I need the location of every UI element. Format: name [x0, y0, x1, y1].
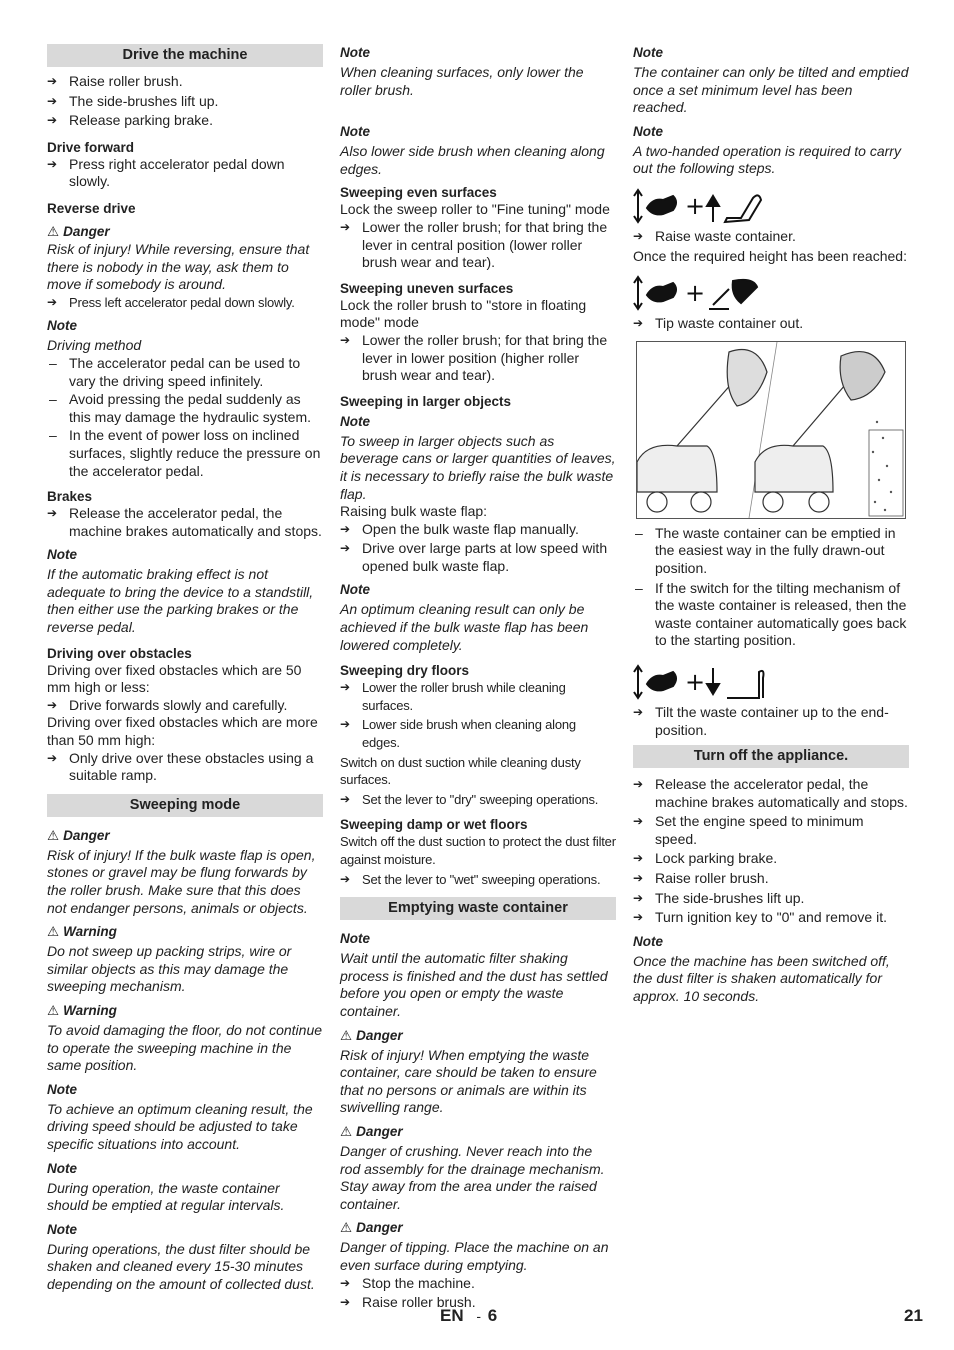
warning-label: ⚠ Warning [47, 1002, 117, 1018]
paragraph: Lock the roller brush to "store in floating mode" mode [340, 296, 587, 331]
svg-text:+: + [685, 191, 706, 220]
column-2 [340, 44, 616, 1312]
note-text: During operations, the dust filter should be shaken and cleaned every 15-30 minutes depending on the amount of collected dust. [47, 1240, 315, 1292]
tilt-back-symbols [633, 664, 909, 700]
list-item: – The accelerator pedal can be used to vary the driving speed infinitely. [47, 355, 323, 390]
note-text: An optimum cleaning result can only be achieved if the bulk waste flap has been lowered completely. [340, 601, 589, 653]
note-text: If the automatic braking effect is not adequate to bring the device to a standstill, then either use the parking brakes or the reverse pedal. [47, 566, 314, 636]
heading-drive-forward: Drive forward [47, 139, 135, 155]
note-label: Note [340, 413, 370, 429]
paragraph: Driving over fixed obstacles which are 50 mm high or less: [47, 661, 302, 696]
heading-brakes: Brakes [47, 489, 93, 505]
step: ➔ The side-brushes lift up. [633, 890, 909, 908]
note-text: Wait until the automatic filter shaking process is finished and the dust has settled before you open or empty the waste container. [340, 950, 608, 1019]
note-label: Note [340, 582, 370, 598]
tip-container-symbols [633, 275, 909, 311]
note-label: Note [633, 933, 663, 949]
danger-label: ⚠ Danger [47, 223, 110, 239]
heading-larger-objects: Sweeping in larger objects [340, 393, 512, 409]
machine-tilting-illustration [636, 341, 906, 519]
list-item: – Avoid pressing the pedal suddenly as this may damage the hydraulic system. [47, 391, 323, 426]
note-text: During operation, the waste container should be emptied at regular intervals. [47, 1179, 285, 1214]
danger-text: Risk of injury! While reversing, ensure that there is nobody in the way, ask them to move if somebody is around. [47, 240, 310, 293]
footer-section-number: 6 [487, 1306, 498, 1325]
danger-label: ⚠ Danger [340, 1220, 403, 1236]
step: ➔ Lower the roller brush; for that bring the lever in lower position (higher roller brush wear and tear). [340, 332, 616, 385]
warning-triangle-icon: ⚠ [47, 1002, 60, 1018]
paragraph: Driving over fixed obstacles which are more than 50 mm high: [47, 714, 318, 749]
paragraph: Once the required height has been reached: [633, 247, 907, 264]
list-item: – If the switch for the tilting mechanism of the waste container is released, then the waste container automatically goes back to the starting position. [633, 580, 909, 650]
danger-text: Risk of injury! When emptying the waste container, care should be taken to ensure that no persons or animals are within its swivelling range. [340, 1046, 597, 1116]
note-label: Note [340, 124, 370, 140]
note-text: When cleaning surfaces, only lower the roller brush. [340, 64, 584, 98]
note-label: Note [47, 1221, 77, 1237]
section-emptying-waste: Emptying waste container [340, 897, 616, 920]
column-3 [633, 44, 909, 1006]
step: ➔ Drive over large parts at low speed with opened bulk waste flap. [340, 540, 616, 575]
footer-language: EN [440, 1306, 464, 1325]
page-number: 21 [904, 1306, 923, 1325]
column-1 [47, 44, 323, 1294]
note-label: Note [47, 1081, 77, 1097]
step: ➔ Release the accelerator pedal, the machine brakes automatically and stops. [633, 776, 909, 811]
step: ➔ Turn ignition key to "0" and remove it. [633, 909, 909, 927]
step: ➔ Release the accelerator pedal, the machine brakes automatically and stops. [47, 505, 323, 540]
footer-separator: - [476, 1308, 482, 1324]
note-label: Note [340, 931, 370, 947]
hand-switch-icon [634, 190, 676, 222]
section-sweeping-mode: Sweeping mode [47, 794, 323, 817]
danger-label: ⚠ Danger [340, 1027, 403, 1043]
container-up-icon [707, 195, 761, 222]
debris-stream [872, 421, 892, 511]
note-label: Note [633, 45, 663, 60]
step: ➔ Lock parking brake. [633, 850, 909, 868]
footer-section-page [440, 1306, 497, 1326]
step: ➔ Press left accelerator pedal down slowly. [47, 294, 323, 312]
heading-uneven-surfaces: Sweeping uneven surfaces [340, 280, 514, 296]
paragraph: Lock the sweep roller to "Fine tuning" mode [340, 201, 610, 218]
warning-text: Do not sweep up packing strips, wire or similar objects as this may damage the sweeping mechanism. [47, 943, 292, 995]
warning-triangle-icon: ⚠ [340, 1220, 353, 1236]
note-label: Note [47, 1160, 77, 1176]
note-label: Note [340, 45, 370, 60]
hand-switch-icon [634, 277, 676, 309]
warning-triangle-icon: ⚠ [47, 924, 60, 940]
danger-text: Risk of injury! If the bulk waste flap is open, stones or gravel may be flung forwards by the roller brush. Make sure that this does not endanger persons, animals or objects. [47, 846, 316, 916]
heading-reverse-drive: Reverse drive [47, 200, 136, 216]
heading-even-surfaces: Sweeping even surfaces [340, 185, 497, 201]
list-item: – In the event of power loss on inclined surfaces, slightly reduce the pressure on the accelerator pedal. [47, 427, 323, 480]
step: ➔ Lower side brush when cleaning along edges. [340, 716, 616, 751]
step: ➔ Tip waste container out. [633, 315, 909, 333]
step: ➔ Drive forwards slowly and carefully. [47, 697, 323, 715]
step: ➔ Set the lever to "dry" sweeping operations. [340, 791, 616, 809]
warning-triangle-icon: ⚠ [340, 1123, 353, 1139]
step: ➔ Release parking brake. [47, 112, 323, 130]
sweeper-right [755, 351, 885, 511]
container-tip-icon [709, 280, 757, 309]
step: ➔ Raise roller brush. [340, 1294, 616, 1312]
step: ➔ Lower the roller brush; for that bring the lever in central position (lower roller brush wear and tear). [340, 219, 616, 272]
svg-text:+: + [685, 279, 706, 308]
danger-text: Danger of tipping. Place the machine on an even surface during emptying. [340, 1239, 609, 1273]
driving-method: Driving method [47, 337, 142, 354]
step: ➔ Open the bulk waste flap manually. [340, 521, 616, 539]
heading-dry-floors: Sweeping dry floors [340, 663, 470, 679]
svg-text:+: + [685, 667, 706, 696]
note-text: The container can only be tilted and emptied once a set minimum level has been reached. [633, 64, 909, 116]
step: ➔ Raise roller brush. [47, 73, 323, 91]
sweeper-left [637, 349, 767, 512]
raise-container-symbols [633, 188, 909, 224]
hand-switch-icon [634, 666, 676, 698]
section-drive-machine: Drive the machine [47, 44, 323, 67]
heading-damp-floors: Sweeping damp or wet floors [340, 817, 528, 833]
note-text: Also lower side brush when cleaning along edges. [340, 143, 605, 177]
note-text: Once the machine has been switched off, the dust filter is shaken automatically for approx. 10 seconds. [633, 952, 890, 1005]
warning-text: To avoid damaging the floor, do not continue to operate the sweeping machine in the same position. [47, 1021, 323, 1074]
note-label: Note [633, 123, 663, 139]
step: ➔ Set the engine speed to minimum speed. [633, 813, 909, 848]
paragraph: Switch on dust suction while cleaning dusty surfaces. [340, 754, 581, 788]
step: ➔ Press right accelerator pedal down slowly. [47, 156, 323, 191]
step: ➔ Tilt the waste container up to the end-position. [633, 704, 909, 739]
warning-triangle-icon: ⚠ [340, 1027, 353, 1043]
step: ➔ Raise waste container. [633, 228, 909, 246]
warning-triangle-icon: ⚠ [47, 827, 60, 843]
paragraph: Switch off the dust suction to protect the dust filter against moisture. [340, 834, 616, 867]
paragraph: Raising bulk waste flap: [340, 503, 488, 520]
danger-text: Danger of crushing. Never reach into the rod assembly for the drainage mechanism. Stay away from the area under the raised container. [340, 1142, 605, 1212]
step: ➔ Set the lever to "wet" sweeping operations. [340, 871, 616, 889]
step: ➔ Only drive over these obstacles using a suitable ramp. [47, 750, 323, 785]
danger-label: ⚠ Danger [340, 1123, 403, 1139]
note-text: To achieve an optimum cleaning result, the driving speed should be adjusted to take specific situations into account. [47, 1100, 313, 1152]
danger-label: ⚠ Danger [47, 827, 110, 843]
list-item: – The waste container can be emptied in the easiest way in the fully drawn-out position. [633, 525, 909, 578]
warning-label: ⚠ Warning [47, 924, 117, 940]
step: ➔ Stop the machine. [340, 1275, 616, 1293]
container-down-icon [707, 668, 764, 698]
warning-triangle-icon: ⚠ [47, 223, 60, 239]
heading-obstacles: Driving over obstacles [47, 645, 192, 661]
section-turn-off: Turn off the appliance. [633, 745, 909, 768]
note-text: To sweep in larger objects such as beverage cans or larger quantities of leaves, it is necessary to briefly raise the bulk waste flap. [340, 432, 616, 502]
step: ➔ Raise roller brush. [633, 870, 909, 888]
note-text: A two-handed operation is required to carry out the following steps. [633, 142, 901, 177]
step: ➔ The side-brushes lift up. [47, 93, 323, 111]
note-label: Note [47, 318, 77, 334]
step: ➔ Lower the roller brush while cleaning surfaces. [340, 679, 616, 714]
note-label: Note [47, 547, 77, 563]
